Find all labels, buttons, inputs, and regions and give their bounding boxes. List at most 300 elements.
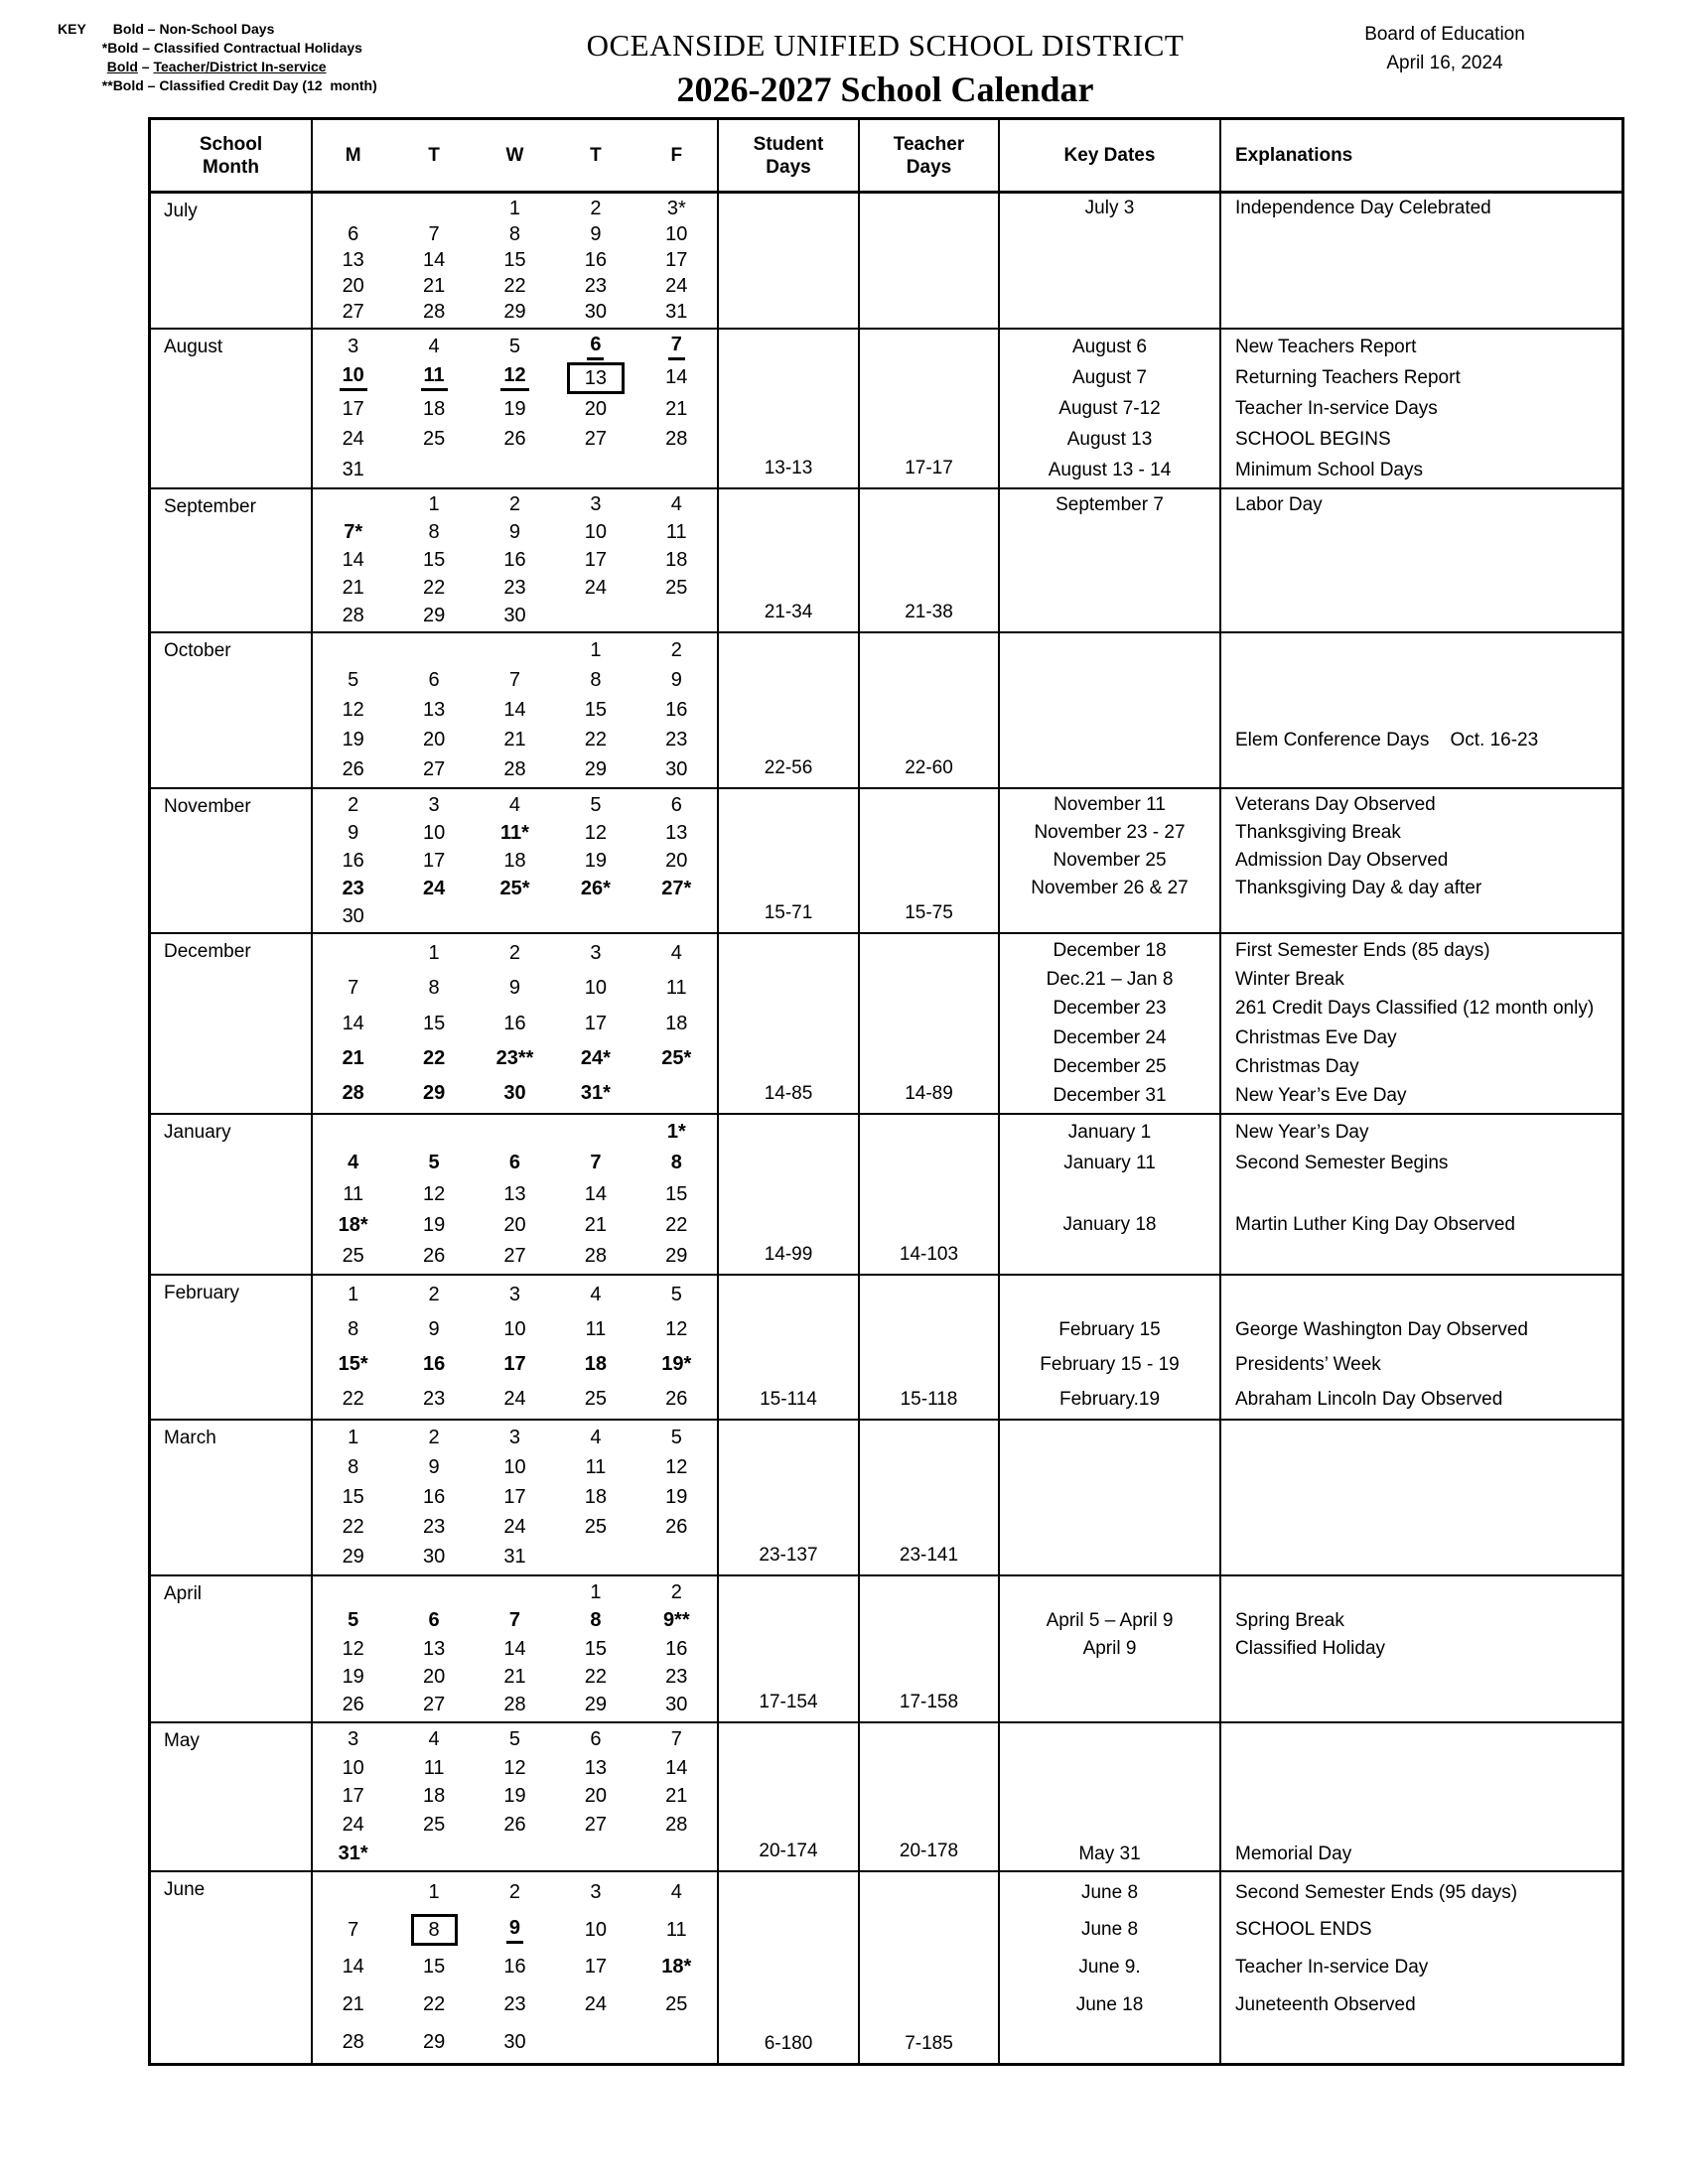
teacher-days-total: 17-158 (899, 1692, 959, 1712)
day-number: 22 (503, 275, 526, 298)
day-number: 18 (665, 1012, 688, 1034)
key-dates-cell (1000, 1421, 1221, 1574)
key-date: December 18 (1053, 939, 1167, 961)
day-cell (636, 196, 717, 221)
day-cell (636, 362, 717, 394)
day-cell (313, 455, 393, 485)
day-number: 5 (508, 335, 521, 357)
explanation: Labor Day (1235, 493, 1323, 515)
day-cell (555, 1949, 635, 1986)
day-cell (393, 1840, 474, 1868)
teacher-days-total: 7-185 (905, 2033, 953, 2054)
day-number: 12 (665, 1318, 688, 1340)
key-date: November 25 (1053, 850, 1167, 871)
teacher-days-total: 23-141 (899, 1545, 959, 1566)
day-cell (313, 875, 393, 902)
day-rows (313, 1421, 717, 1574)
day-number: 29 (584, 758, 608, 781)
key-date: April 5 – April 9 (1046, 1609, 1174, 1631)
key-date: November 26 & 27 (1031, 878, 1189, 898)
day-rows (313, 1576, 717, 1721)
day-cell (475, 1148, 555, 1178)
day-number: 27 (342, 301, 364, 324)
day-cell (555, 1692, 635, 1719)
day-number: 10 (503, 1455, 526, 1478)
day-number: 17 (503, 1486, 526, 1508)
day-cell (475, 455, 555, 485)
key-date (1000, 221, 1219, 247)
day-cell (555, 902, 635, 930)
day-cell (555, 1986, 635, 2024)
day-cell (393, 332, 474, 362)
teacher-days-cell (860, 633, 1000, 787)
day-cell (393, 1076, 474, 1111)
day-number: 22 (422, 1993, 446, 2016)
day-grid-cell (313, 1576, 719, 1721)
day-number: 2 (590, 197, 602, 219)
key-dates-lines (1000, 1872, 1219, 2063)
marked-day-number: 18* (338, 1213, 368, 1236)
header-weekdays (313, 120, 719, 191)
day-number: 13 (503, 1182, 526, 1205)
student-days-total (719, 194, 858, 328)
day-cell (475, 274, 555, 300)
day-cell (475, 1452, 555, 1482)
key-dates-cell (1000, 1115, 1221, 1274)
day-cell (475, 665, 555, 695)
calendar-table (148, 117, 1624, 2066)
marked-day-number: 1* (666, 1121, 686, 1144)
day-cell (393, 1912, 474, 1950)
day-number: 9 (428, 1318, 440, 1340)
day-number: 8 (428, 521, 440, 544)
day-cell (393, 1241, 474, 1272)
explanation: SCHOOL ENDS (1235, 1919, 1372, 1941)
explanation: Presidents’ Week (1235, 1353, 1381, 1375)
day-number: 9 (670, 668, 682, 691)
day-week-row (313, 1041, 717, 1076)
day-number: 30 (665, 1694, 688, 1716)
teacher-days-cell (860, 1115, 1000, 1274)
day-week-row (313, 695, 717, 725)
student-days-total: 21-34 (764, 602, 813, 622)
day-week-row (313, 602, 717, 629)
student-days-total: 13-13 (764, 458, 813, 478)
day-number: 28 (503, 758, 526, 781)
day-cell (393, 791, 474, 819)
day-number: 6 (348, 222, 359, 245)
explanation: Independence Day Celebrated (1235, 198, 1491, 219)
day-number: 26 (503, 428, 526, 451)
day-cell (393, 936, 474, 971)
marked-day-number: 28 (342, 1081, 364, 1104)
key-date: September 7 (1055, 493, 1164, 515)
day-number: 3 (348, 335, 359, 357)
key-date (1000, 1543, 1219, 1572)
month-label: April (164, 1583, 203, 1604)
marked-day-number: 16 (422, 1353, 446, 1375)
explanation (1221, 300, 1621, 326)
day-rows (313, 1115, 717, 1274)
day-cell (636, 1312, 717, 1347)
explanation (1221, 755, 1621, 785)
day-number: 8 (348, 1455, 359, 1478)
day-cell (636, 1578, 717, 1606)
day-cell (313, 1725, 393, 1754)
key-dates-cell (1000, 1872, 1221, 2063)
marked-day-number: 12 (500, 364, 528, 391)
day-number: 14 (422, 249, 446, 271)
day-week-row (313, 221, 717, 247)
explanation: Thanksgiving Day & day after (1235, 878, 1482, 898)
day-cell (393, 875, 474, 902)
calendar-title: 2026-2027 School Calendar (676, 69, 1094, 109)
day-cell (636, 1754, 717, 1783)
teacher-days-cell (860, 789, 1000, 932)
marked-day-number: 25* (499, 877, 530, 899)
day-cell (636, 1210, 717, 1241)
day-cell (555, 300, 635, 326)
day-week-row (313, 1725, 717, 1754)
month-row-september (151, 489, 1621, 633)
boxed-day-number: 8 (411, 1914, 458, 1946)
day-number: 6 (670, 793, 682, 816)
day-week-row (313, 300, 717, 326)
day-number: 30 (665, 758, 688, 781)
day-number: 25 (422, 428, 446, 451)
explanation (1221, 1278, 1621, 1312)
day-number: 24 (342, 1814, 364, 1837)
day-rows (313, 1872, 717, 2063)
day-cell (636, 665, 717, 695)
day-number: 17 (584, 1956, 608, 1979)
day-cell (475, 332, 555, 362)
day-cell (475, 1543, 555, 1572)
marked-day-number: 19* (661, 1353, 692, 1375)
day-number: 8 (348, 1318, 359, 1340)
month-name-cell (151, 934, 313, 1113)
day-number: 21 (665, 1785, 688, 1808)
key-date: November 11 (1054, 794, 1166, 815)
day-number: 10 (665, 222, 688, 245)
day-cell (636, 1382, 717, 1417)
day-number: 13 (584, 1756, 608, 1779)
day-cell (475, 1606, 555, 1634)
day-cell (393, 902, 474, 930)
day-number: 21 (422, 275, 446, 298)
student-days-cell (719, 1276, 860, 1419)
explanation (1221, 247, 1621, 273)
day-rows (313, 934, 717, 1113)
month-row-november (151, 789, 1621, 934)
month-name-cell (151, 789, 313, 932)
marked-day-number: 9 (506, 1917, 523, 1944)
day-cell (555, 819, 635, 847)
day-cell (313, 1543, 393, 1572)
month-label: October (164, 640, 231, 661)
day-number: 13 (422, 699, 446, 721)
day-number: 3 (590, 942, 602, 965)
marked-day-number: 27* (661, 877, 692, 899)
marked-day-number: 11* (500, 821, 529, 844)
key-date (1000, 1754, 1219, 1783)
key-date (1000, 547, 1219, 575)
day-number: 5 (670, 1426, 682, 1448)
day-number: 3 (428, 793, 440, 816)
day-cell (313, 695, 393, 725)
day-number: 30 (503, 604, 526, 626)
day-number: 10 (342, 1756, 364, 1779)
explanations-cell (1221, 1421, 1621, 1574)
key-dates-lines (1000, 489, 1219, 631)
day-number: 22 (422, 576, 446, 599)
student-days-total: 15-71 (764, 902, 813, 923)
day-week-row (313, 1423, 717, 1452)
marked-day-number: 7* (344, 521, 363, 544)
day-number: 2 (428, 1426, 440, 1448)
day-cell (313, 1912, 393, 1950)
day-cell (555, 635, 635, 665)
teacher-days-total: 14-89 (905, 1083, 953, 1104)
student-days-total: 17-154 (759, 1692, 818, 1712)
key-date (1000, 726, 1219, 755)
header-row (151, 120, 1621, 194)
day-cell (393, 847, 474, 875)
student-days-total: 23-137 (759, 1545, 818, 1566)
day-cell (313, 819, 393, 847)
day-cell (313, 936, 393, 971)
day-cell (636, 1811, 717, 1840)
marked-day-number: 24* (580, 1046, 611, 1069)
explanation-lines (1221, 1723, 1621, 1870)
day-number: 15 (422, 1956, 446, 1979)
day-cell (555, 221, 635, 247)
day-number: 5 (508, 1727, 521, 1750)
day-cell (555, 1241, 635, 1272)
teacher-days-cell (860, 330, 1000, 487)
day-number: 20 (422, 1665, 446, 1688)
day-number: 12 (584, 821, 608, 844)
key-date: July 3 (1084, 198, 1135, 219)
month-name-cell (151, 1115, 313, 1274)
key-date (1000, 1811, 1219, 1840)
teacher-days-cell (860, 1872, 1000, 2063)
month-label: August (164, 337, 223, 357)
day-number: 24 (342, 428, 364, 451)
day-cell (475, 1513, 555, 1543)
day-cell (636, 1423, 717, 1452)
marked-day-number: 21 (342, 1046, 364, 1069)
day-cell (555, 602, 635, 629)
day-number: 4 (670, 942, 682, 965)
day-week-row (313, 847, 717, 875)
key-date (1000, 635, 1219, 665)
day-number: 27 (503, 1244, 526, 1267)
key-date: June 8 (1080, 1881, 1139, 1903)
day-number: 21 (665, 397, 688, 420)
day-number: 21 (342, 1993, 364, 2016)
day-cell (636, 1543, 717, 1572)
day-cell (313, 1986, 393, 2024)
day-grid-cell (313, 1276, 719, 1419)
day-cell (555, 1148, 635, 1178)
day-number: 10 (503, 1318, 526, 1340)
key-date (1000, 1783, 1219, 1812)
day-number: 11 (423, 1756, 445, 1779)
key-date: December 25 (1053, 1055, 1167, 1077)
day-number: 9 (590, 222, 602, 245)
day-number: 24 (584, 576, 608, 599)
day-number: 4 (670, 493, 682, 516)
day-number: 7 (348, 1918, 359, 1941)
day-number: 27 (584, 428, 608, 451)
day-number: 15 (422, 1012, 446, 1034)
day-cell (636, 547, 717, 575)
day-cell (475, 1912, 555, 1950)
explanation: New Year’s Day (1235, 1121, 1369, 1143)
day-cell (313, 1148, 393, 1178)
explanation (1221, 635, 1621, 665)
board-of-education-label: Board of Education (1364, 24, 1525, 45)
day-cell (475, 1874, 555, 1912)
day-cell (393, 1312, 474, 1347)
explanation: George Washington Day Observed (1235, 1318, 1529, 1340)
marked-day-number: 6 (587, 334, 604, 360)
day-number: 21 (584, 1213, 608, 1236)
day-number: 21 (503, 729, 526, 751)
explanations-cell (1221, 1872, 1621, 2063)
day-cell (636, 902, 717, 930)
day-number: 19 (422, 1213, 446, 1236)
day-cell (636, 1452, 717, 1482)
day-cell (475, 519, 555, 547)
day-cell (555, 491, 635, 519)
month-row-august (151, 330, 1621, 489)
key-date (1000, 2023, 1219, 2061)
day-cell (555, 1840, 635, 1868)
day-cell (393, 1949, 474, 1986)
day-week-row (313, 1949, 717, 1986)
explanation: Returning Teachers Report (1235, 366, 1461, 388)
day-number: 25 (342, 1244, 364, 1267)
teacher-days-cell (860, 1576, 1000, 1721)
day-cell (636, 1041, 717, 1076)
day-cell (636, 1840, 717, 1868)
explanation: Elem Conference Days Oct. 16-23 (1235, 729, 1539, 751)
day-cell (555, 1543, 635, 1572)
day-number: 24 (584, 1993, 608, 2016)
day-rows (313, 489, 717, 631)
day-number: 31 (503, 1546, 526, 1569)
marked-day-number: 29 (422, 1081, 446, 1104)
student-days-total: 20-174 (759, 1841, 818, 1861)
day-week-row (313, 1663, 717, 1691)
day-cell (555, 1210, 635, 1241)
day-cell (636, 425, 717, 456)
day-number: 19 (503, 1785, 526, 1808)
day-cell (555, 332, 635, 362)
day-cell (475, 902, 555, 930)
key-date: January 11 (1063, 1152, 1156, 1173)
day-cell (313, 1452, 393, 1482)
day-number: 3 (590, 1881, 602, 1904)
explanation (1221, 1241, 1621, 1272)
day-number: 29 (665, 1244, 688, 1267)
day-cell (636, 847, 717, 875)
key-dates-cell (1000, 1576, 1221, 1721)
day-week-row (313, 1076, 717, 1111)
day-cell (555, 1513, 635, 1543)
day-number: 14 (503, 1637, 526, 1660)
day-cell (555, 1423, 635, 1452)
marked-day-number: 18 (584, 1353, 608, 1375)
day-cell (475, 1312, 555, 1347)
day-number: 5 (670, 1284, 682, 1305)
key-dates-cell (1000, 1723, 1221, 1870)
day-week-row (313, 936, 717, 971)
marked-day-number: 8 (590, 1609, 602, 1632)
explanation-lines (1221, 789, 1621, 932)
key-dates-lines (1000, 1115, 1219, 1274)
explanation: Martin Luther King Day Observed (1235, 1214, 1515, 1236)
day-number: 4 (508, 793, 521, 816)
day-number: 4 (590, 1426, 602, 1448)
day-cell (475, 1347, 555, 1382)
explanation: Veterans Day Observed (1235, 794, 1436, 815)
student-days-cell (719, 330, 860, 487)
day-cell (313, 635, 393, 665)
day-cell (555, 971, 635, 1006)
day-cell (313, 1663, 393, 1691)
day-cell (475, 875, 555, 902)
day-cell (555, 1382, 635, 1417)
key-date (1000, 902, 1219, 930)
key-date (1000, 695, 1219, 725)
day-number: 23 (665, 729, 688, 751)
day-cell (475, 1635, 555, 1663)
day-cell (393, 1117, 474, 1148)
day-cell (475, 2023, 555, 2061)
day-number: 22 (584, 729, 608, 751)
marked-day-number: 6 (508, 1152, 521, 1174)
day-cell (393, 196, 474, 221)
day-cell (393, 1278, 474, 1312)
day-number: 17 (422, 849, 446, 872)
day-cell (636, 1635, 717, 1663)
day-number: 28 (665, 1814, 688, 1837)
day-cell (313, 362, 393, 394)
key-dates-cell (1000, 489, 1221, 631)
day-cell (636, 491, 717, 519)
day-cell (555, 1725, 635, 1754)
day-cell (636, 1006, 717, 1040)
day-number: 29 (422, 2030, 446, 2053)
day-cell (393, 1482, 474, 1512)
day-cell (393, 519, 474, 547)
key-date (1000, 1278, 1219, 1312)
day-cell (555, 1578, 635, 1606)
key-dates-cell (1000, 633, 1221, 787)
day-cell (636, 602, 717, 629)
explanation: Christmas Day (1235, 1055, 1359, 1077)
day-number: 16 (503, 1956, 526, 1979)
key-date: June 9. (1078, 1956, 1141, 1978)
day-cell (555, 1006, 635, 1040)
month-row-december (151, 934, 1621, 1115)
day-cell (313, 1606, 393, 1634)
day-cell (313, 1811, 393, 1840)
day-cell (393, 274, 474, 300)
